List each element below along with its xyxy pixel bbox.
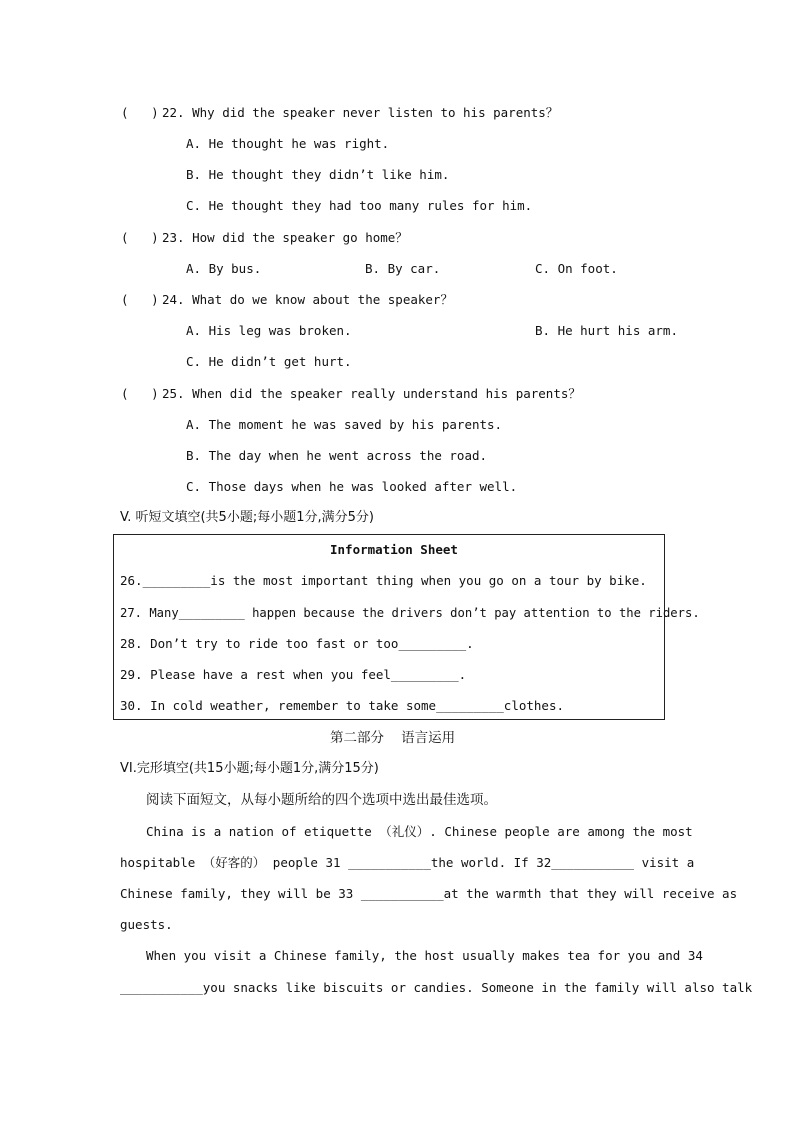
section-6-instruction: 阅读下面短文，从每小题所给的四个选项中选出最佳选项。 [146,792,497,808]
question-25-option-c: C. Those days when he was looked after well. [186,479,518,494]
question-23-option-a: A. By bus. [186,261,262,276]
question-23-option-c: C. On foot. [535,261,618,276]
sheet-item-29[interactable]: 29. Please have a rest when you feel_________. [120,667,467,682]
section-6-heading: VI.完形填空(共15小题;每小题1分,满分15分) [120,761,379,776]
question-23-stem: 23. How did the speaker go home？ [162,230,408,245]
passage-line-5: When you visit a Chinese family, the host usually makes tea for you and 34 [146,948,703,963]
question-23-option-b: B. By car. [365,261,441,276]
question-25-stem: 25. When did the speaker really understand his parents？ [162,386,581,401]
question-22-option-b: B. He thought they didn’t like him. [186,167,450,182]
part-2-title: 第二部分 语言运用 [330,730,456,746]
question-24-option-c: C. He didn’t get hurt. [186,354,352,369]
answer-paren-24[interactable]: ( ) [121,292,159,307]
passage-line-1: China is a nation of etiquette （礼仪）. Chinese people are among the most [146,824,693,839]
passage-line-2[interactable]: hospitable （好客的） people 31 ___________the world. If 32___________ visit a [120,855,695,870]
question-24-stem: 24. What do we know about the speaker？ [162,292,453,307]
information-sheet-box [113,534,665,720]
question-22-stem: 22. Why did the speaker never listen to his parents？ [162,105,559,120]
question-25-option-b: B. The day when he went across the road. [186,448,488,463]
question-24-option-a: A. His leg was broken. [186,323,352,338]
answer-paren-25[interactable]: ( ) [121,386,159,401]
passage-line-3[interactable]: Chinese family, they will be 33 ___________at the warmth that they will receive as [120,886,738,901]
sheet-item-27[interactable]: 27. Many_________ happen because the drivers don’t pay attention to the riders. [120,606,700,620]
passage-line-6[interactable]: ___________you snacks like biscuits or candies. Someone in the family will also talk [120,980,753,995]
question-22-option-c: C. He thought they had too many rules for him. [186,198,533,213]
information-sheet-title: Information Sheet [330,542,458,557]
question-22-option-a: A. He thought he was right. [186,136,390,151]
sheet-item-30[interactable]: 30. In cold weather, remember to take some_________clothes. [120,698,565,713]
sheet-item-28[interactable]: 28. Don’t try to ride too fast or too_________. [120,636,474,651]
question-24-option-b: B. He hurt his arm. [535,323,678,338]
answer-paren-22[interactable]: ( ) [121,105,159,120]
sheet-item-26[interactable]: 26._________is the most important thing when you go on a tour by bike. [120,573,647,588]
section-5-heading: V. 听短文填空(共5小题;每小题1分,满分5分) [120,510,374,525]
answer-paren-23[interactable]: ( ) [121,230,159,245]
passage-line-4: guests. [120,917,173,932]
question-25-option-a: A. The moment he was saved by his parents. [186,417,503,432]
